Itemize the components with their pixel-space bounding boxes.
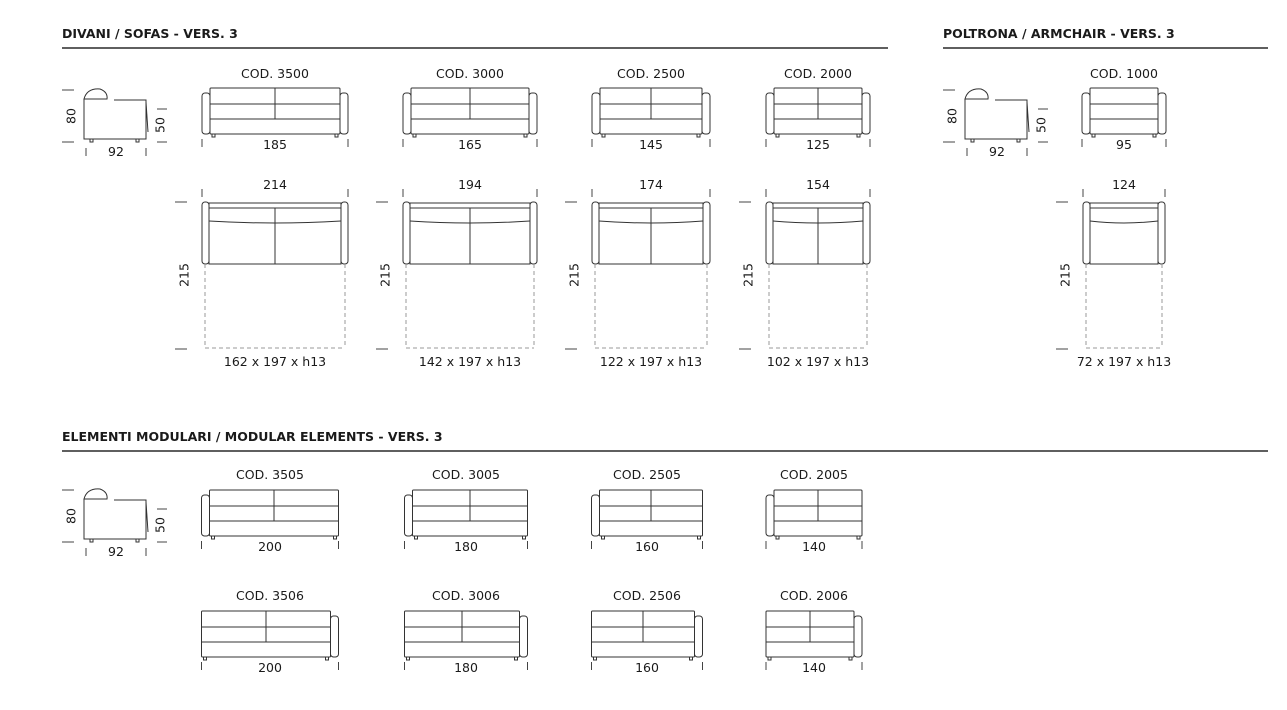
product-code: COD. 3000 — [436, 66, 504, 81]
width-dim-label: 140 — [802, 539, 826, 554]
width-dim-label: 200 — [258, 660, 282, 675]
width-dim-label: 165 — [458, 137, 482, 152]
armrest — [592, 93, 600, 134]
armrest — [592, 495, 600, 536]
front-view — [592, 88, 710, 152]
mattress-size-label: 162 x 197 x h13 — [223, 354, 327, 369]
plan-armrest — [766, 202, 773, 264]
product-code: COD. 2005 — [780, 467, 848, 482]
sofa-3000 — [376, 66, 537, 369]
side-profile-view — [62, 489, 168, 559]
modular-right-2506 — [592, 588, 703, 675]
armrest — [405, 495, 413, 536]
plan-view — [376, 177, 537, 369]
product-code: COD. 2505 — [613, 467, 681, 482]
side-profile-foot — [90, 539, 93, 542]
front-view — [766, 88, 870, 152]
sofa-foot — [212, 134, 215, 137]
plan-view — [565, 177, 710, 369]
sofa-foot — [326, 657, 329, 660]
mattress-size-label: 102 x 197 x h13 — [766, 354, 870, 369]
armrest — [766, 93, 774, 134]
front-view — [766, 611, 862, 675]
plan-seat — [1090, 203, 1158, 264]
front-view — [592, 611, 703, 675]
sofas-section-title: DIVANI / SOFAS - VERS. 3 — [62, 26, 238, 41]
sofa-foot — [768, 657, 771, 660]
product-code: COD. 2506 — [613, 588, 681, 603]
side-profile-backrest — [84, 89, 107, 99]
sofa-body — [1090, 88, 1158, 134]
modular-left-2505 — [592, 467, 703, 554]
width-dim-label: 95 — [1116, 137, 1132, 152]
sofa-2000 — [739, 66, 870, 369]
seat-height-dim-label: 50 — [1033, 117, 1049, 133]
armchair-1000 — [1056, 66, 1171, 369]
sofa-foot — [698, 536, 701, 539]
side-profile-body — [84, 99, 146, 139]
mattress-size-label: 72 x 197 x h13 — [1076, 354, 1172, 369]
front-view — [405, 611, 528, 675]
plan-view — [739, 177, 870, 369]
side-profile-foot — [136, 139, 139, 142]
mattress-size-label: 142 x 197 x h13 — [418, 354, 522, 369]
sofa-3500 — [175, 66, 348, 369]
modular-left-2005 — [766, 467, 862, 554]
open-depth-dim-label: 215 — [566, 263, 582, 287]
open-width-dim-label: 174 — [639, 177, 663, 192]
sofa-foot — [1153, 134, 1156, 137]
open-depth-dim-label: 215 — [176, 263, 192, 287]
product-code: COD. 3006 — [432, 588, 500, 603]
front-view — [202, 88, 348, 152]
sofa-foot — [407, 657, 410, 660]
armrest — [202, 495, 210, 536]
width-dim-label: 200 — [258, 539, 282, 554]
open-depth-dim-label: 215 — [740, 263, 756, 287]
armrest — [331, 616, 339, 657]
sofa-foot — [204, 657, 207, 660]
armrest — [854, 616, 862, 657]
open-width-dim-label: 154 — [806, 177, 830, 192]
sofa-foot — [776, 134, 779, 137]
side-profile-view — [62, 89, 168, 159]
product-code: COD. 3506 — [236, 588, 304, 603]
plan-armrest — [341, 202, 348, 264]
side-profile-foot — [136, 539, 139, 542]
armrest — [702, 93, 710, 134]
sofa-2500 — [565, 66, 710, 369]
sofa-foot — [523, 536, 526, 539]
front-view — [592, 490, 703, 554]
sofa-foot — [212, 536, 215, 539]
product-code: COD. 2006 — [780, 588, 848, 603]
sofa-foot — [413, 134, 416, 137]
armrest — [403, 93, 411, 134]
height-dim-label: 80 — [944, 108, 960, 124]
plan-armrest — [202, 202, 209, 264]
product-code: COD. 3005 — [432, 467, 500, 482]
width-dim-label: 160 — [635, 660, 659, 675]
width-dim-label: 180 — [454, 660, 478, 675]
width-dim-label: 145 — [639, 137, 663, 152]
sofa-foot — [857, 134, 860, 137]
modular-right-2006 — [766, 588, 862, 675]
side-profile-backrest — [84, 489, 107, 499]
width-dim-label: 160 — [635, 539, 659, 554]
front-view — [202, 611, 339, 675]
armrest — [1158, 93, 1166, 134]
front-view — [766, 490, 862, 554]
width-dim-label: 125 — [806, 137, 830, 152]
front-view — [405, 490, 528, 554]
plan-cushion-curve — [1090, 221, 1158, 223]
height-dim-label: 80 — [63, 508, 79, 524]
armrest — [1082, 93, 1090, 134]
open-width-dim-label: 124 — [1112, 177, 1136, 192]
product-code: COD. 2500 — [617, 66, 685, 81]
plan-armrest — [703, 202, 710, 264]
mattress-size-label: 122 x 197 x h13 — [599, 354, 703, 369]
sofa-foot — [857, 536, 860, 539]
product-code: COD. 3500 — [241, 66, 309, 81]
plan-armrest — [592, 202, 599, 264]
product-code: COD. 3505 — [236, 467, 304, 482]
side-profile-backrest — [965, 89, 988, 99]
armrest — [520, 616, 528, 657]
sofa-foot — [335, 134, 338, 137]
sofa-foot — [602, 134, 605, 137]
side-profile-body — [965, 99, 1027, 139]
drawing-layer — [62, 66, 1171, 675]
product-code: COD. 1000 — [1090, 66, 1158, 81]
height-dim-label: 80 — [63, 108, 79, 124]
depth-dim-label: 92 — [108, 544, 124, 559]
width-dim-label: 180 — [454, 539, 478, 554]
product-code: COD. 2000 — [784, 66, 852, 81]
sofa-foot — [697, 134, 700, 137]
plan-view — [175, 177, 348, 369]
sofa-foot — [515, 657, 518, 660]
sofa-foot — [849, 657, 852, 660]
plan-armrest — [1158, 202, 1165, 264]
depth-dim-label: 92 — [108, 144, 124, 159]
armrest — [529, 93, 537, 134]
sofa-foot — [594, 657, 597, 660]
side-profile-foot — [971, 139, 974, 142]
seat-height-dim-label: 50 — [152, 117, 168, 133]
plan-view — [1056, 177, 1171, 369]
armchair-section-title: POLTRONA / ARMCHAIR - VERS. 3 — [943, 26, 1175, 41]
front-view — [403, 88, 537, 152]
modular-left-3005 — [405, 467, 528, 554]
front-view — [202, 490, 339, 554]
side-profile-body — [84, 499, 146, 539]
armrest — [340, 93, 348, 134]
width-dim-label: 140 — [802, 660, 826, 675]
open-width-dim-label: 214 — [263, 177, 287, 192]
side-profile-foot — [90, 139, 93, 142]
open-width-dim-label: 194 — [458, 177, 482, 192]
sofa-foot — [776, 536, 779, 539]
sofa-foot — [334, 536, 337, 539]
plan-armrest — [403, 202, 410, 264]
sofa-foot — [524, 134, 527, 137]
width-dim-label: 185 — [263, 137, 287, 152]
armrest — [695, 616, 703, 657]
modular-right-3006 — [405, 588, 528, 675]
modular-left-3505 — [202, 467, 339, 554]
sofa-foot — [415, 536, 418, 539]
side-profile-view — [943, 89, 1049, 159]
modular-section-title: ELEMENTI MODULARI / MODULAR ELEMENTS - VERS. 3 — [62, 429, 443, 444]
plan-armrest — [530, 202, 537, 264]
plan-armrest — [863, 202, 870, 264]
sofa-foot — [602, 536, 605, 539]
front-view — [1082, 88, 1166, 152]
open-depth-dim-label: 215 — [377, 263, 393, 287]
seat-height-dim-label: 50 — [152, 517, 168, 533]
modular-right-3506 — [202, 588, 339, 675]
armrest — [766, 495, 774, 536]
plan-armrest — [1083, 202, 1090, 264]
armrest — [862, 93, 870, 134]
depth-dim-label: 92 — [989, 144, 1005, 159]
armrest — [202, 93, 210, 134]
open-depth-dim-label: 215 — [1057, 263, 1073, 287]
side-profile-foot — [1017, 139, 1020, 142]
sofa-foot — [1092, 134, 1095, 137]
sofa-foot — [690, 657, 693, 660]
